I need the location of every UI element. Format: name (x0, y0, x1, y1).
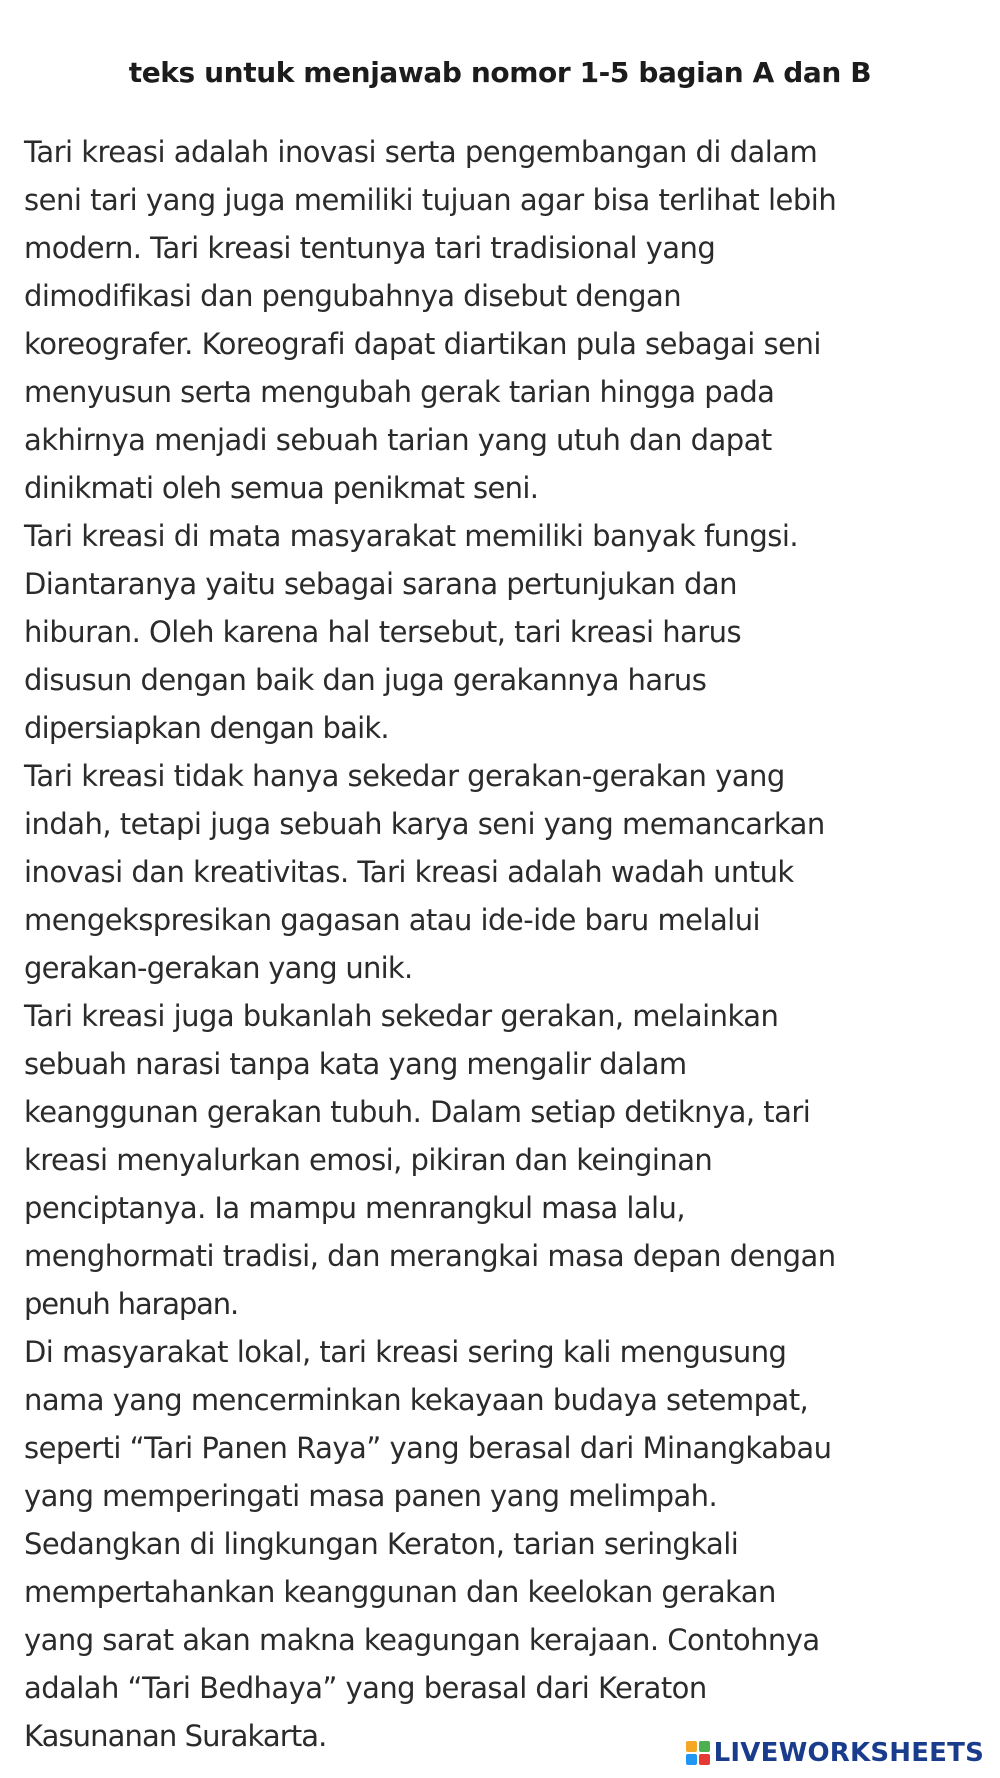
passage-line: penuh harapan. (24, 1287, 239, 1321)
passage-line: Tari kreasi di mata masyarakat memiliki banyak fungsi. (24, 519, 799, 553)
reading-passage (24, 128, 996, 1760)
document-title: teks untuk menjawab nomor 1-5 bagian A dan B (128, 56, 872, 89)
passage-line: modern. Tari kreasi tentunya tari tradisional yang (24, 231, 716, 265)
passage-line: yang sarat akan makna keagungan kerajaan. Contohnya (24, 1623, 820, 1657)
watermark-text: LIVEWORKSHEETS (713, 1738, 984, 1768)
passage-line: kreasi menyalurkan emosi, pikiran dan keinginan (24, 1143, 713, 1177)
liveworksheets-watermark (682, 1736, 988, 1770)
passage-line: Sedangkan di lingkungan Keraton, tarian seringkali (24, 1527, 739, 1561)
passage-line: disusun dengan baik dan juga gerakannya harus (24, 663, 707, 697)
passage-line: akhirnya menjadi sebuah tarian yang utuh dan dapat (24, 423, 772, 457)
passage-line: adalah “Tari Bedhaya” yang berasal dari Keraton (24, 1671, 707, 1705)
passage-line: hiburan. Oleh karena hal tersebut, tari kreasi harus (24, 615, 742, 649)
passage-line: Di masyarakat lokal, tari kreasi sering kali mengusung (24, 1335, 787, 1369)
passage-line: Diantaranya yaitu sebagai sarana pertunjukan dan (24, 567, 737, 601)
passage-line: menghormati tradisi, dan merangkai masa depan dengan (24, 1239, 836, 1273)
liveworksheets-logo-icon (686, 1741, 710, 1765)
passage-line: Tari kreasi tidak hanya sekedar gerakan-gerakan yang (24, 759, 785, 793)
passage-line: inovasi dan kreativitas. Tari kreasi adalah wadah untuk (24, 855, 794, 889)
passage-line: dinikmati oleh semua penikmat seni. (24, 471, 539, 505)
passage-line: Tari kreasi adalah inovasi serta pengembangan di dalam (24, 135, 818, 169)
passage-line: mengekspresikan gagasan atau ide-ide baru melalui (24, 903, 761, 937)
passage-line: penciptanya. Ia mampu menrangkul masa lalu, (24, 1191, 685, 1225)
passage-line: Tari kreasi juga bukanlah sekedar gerakan, melainkan (24, 999, 779, 1033)
passage-line: dipersiapkan dengan baik. (24, 711, 389, 745)
passage-line: mempertahankan keanggunan dan keelokan gerakan (24, 1575, 776, 1609)
passage-line: seni tari yang juga memiliki tujuan agar bisa terlihat lebih (24, 183, 837, 217)
passage-line: menyusun serta mengubah gerak tarian hingga pada (24, 375, 775, 409)
passage-line: sebuah narasi tanpa kata yang mengalir dalam (24, 1047, 687, 1081)
passage-line: keanggunan gerakan tubuh. Dalam setiap detiknya, tari (24, 1095, 811, 1129)
passage-line: koreografer. Koreografi dapat diartikan pula sebagai seni (24, 327, 821, 361)
passage-line: gerakan-gerakan yang unik. (24, 951, 413, 985)
passage-line: seperti “Tari Panen Raya” yang berasal dari Minangkabau (24, 1431, 832, 1465)
passage-line: yang memperingati masa panen yang melimpah. (24, 1479, 718, 1513)
passage-line: Kasunanan Surakarta. (24, 1719, 327, 1753)
passage-line: indah, tetapi juga sebuah karya seni yang memancarkan (24, 807, 825, 841)
passage-line: dimodifikasi dan pengubahnya disebut dengan (24, 279, 681, 313)
passage-line: nama yang mencerminkan kekayaan budaya setempat, (24, 1383, 809, 1417)
